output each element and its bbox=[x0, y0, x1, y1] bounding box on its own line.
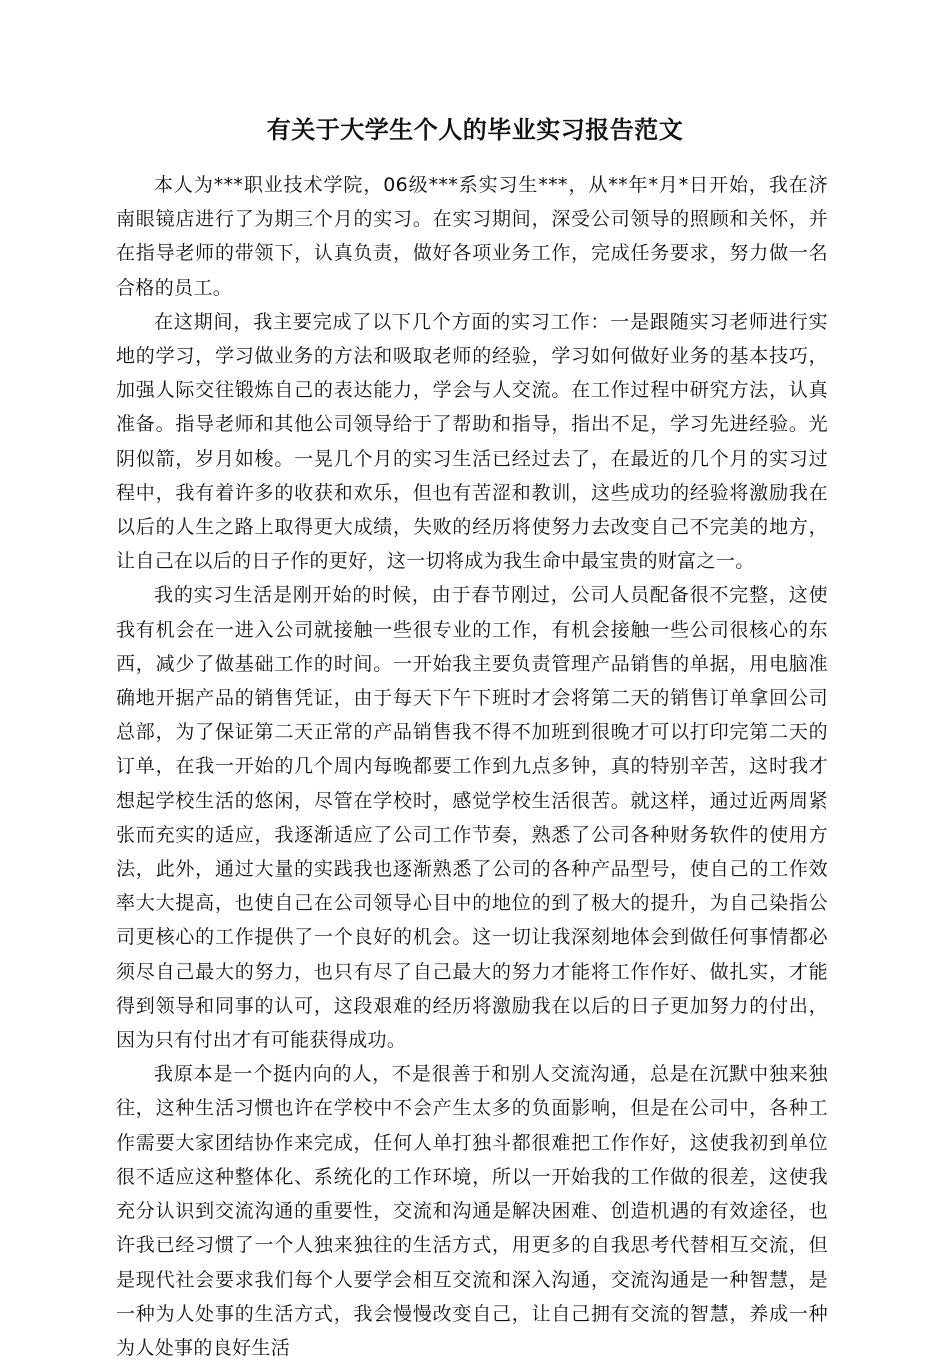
paragraph-3: 我的实习生活是刚开始的时候，由于春节刚过，公司人员配备很不完整，这使我有机会在一进入公司就接触一些很专业的工作，有机会接触一些公司很核心的东西，减少了做基础工作的时间。一开始我主要负责管理产品销售的单据，用电脑准确地开据产品的销售凭证，由于每天下午下班时才会将第二天的销售订单拿回公司总部，为了保证第二天正常的产品销售我不得不加班到很晚才可以打印完第二天的订单，在我一开始的几个周内每晚都要工作到九点多钟，真的特别辛苦，这时我才想起学校生活的悠闲，尽管在学校时，感觉学校生活很苦。就这样，通过近两周紧张而充实的适应，我逐渐适应了公司工作节奏，熟悉了公司各种财务软件的使用方法，此外，通过大量的实践我也逐渐熟悉了公司的各种产品型号，使自己的工作效率大大提高，也使自己在公司领导心目中的地位的到了极大的提升，为自己染指公司更核心的工作提供了一个良好的机会。这一切让我深刻地体会到做任何事情都必须尽自己最大的努力，也只有尽了自己最大的努力才能将工作作好、做扎实，才能得到领导和同事的认可，这段艰难的经历将激励我在以后的日子更加努力的付出，因为只有付出才有可能获得成功。 bbox=[116, 584, 828, 1052]
paragraph-2: 在这期间，我主要完成了以下几个方面的实习工作：一是跟随实习老师进行实地的学习，学习做业务的方法和吸取老师的经验，学习如何做好业务的基本技巧，加强人际交往锻炼自己的表达能力，学会与人交流。在工作过程中研究方法，认真准备。指导老师和其他公司领导给于了帮助和指导，指出不足，学习先进经验。光阴似箭，岁月如梭。一晃几个月的实习生活已经过去了，在最近的几个月的实习过程中，我有着许多的收获和欢乐，但也有苦涩和教训，这些成功的经验将激励我在以后的人生之路上取得更大成绩，失败的经历将使努力去改变自己不完美的地方，让自己在以后的日子作的更好，这一切将成为我生命中最宝贵的财富之一。 bbox=[116, 310, 828, 573]
paragraph-1: 本人为***职业技术学院，06级***系实习生***，从**年*月*日开始，我在济南眼镜店进行了为期三个月的实习。在实习期间，深受公司领导的照顾和关怀，并在指导老师的带领下，认真负责，做好各项业务工作，完成任务要求，努力做一名合格的员工。 bbox=[116, 174, 828, 299]
paragraph-4: 我原本是一个挺内向的人，不是很善于和别人交流沟通，总是在沉默中独来独往，这种生活习惯也许在学校中不会产生太多的负面影响，但是在公司中，各种工作需要大家团结协作来完成，任何人单打独斗都很难把工作作好，这使我初到单位很不适应这种整体化、系统化的工作环境，所以一开始我的工作做的很差，这使我充分认识到交流沟通的重要性，交流和沟通是解决困难、创造机遇的有效途径，也许我已经习惯了一个人独来独往的生活方式，用更多的自我思考代替相互交流，但是现代社会要求我们每个人要学会相互交流和深入沟通，交流沟通是一种智慧，是一种为人处事的生活方式，我会慢慢改变自己，让自己拥有交流的智慧，养成一种为人处事的良好生活 bbox=[116, 1063, 828, 1359]
document-title: 有关于大学生个人的毕业实习报告范文 bbox=[266, 116, 684, 144]
document-body bbox=[116, 168, 828, 1365]
